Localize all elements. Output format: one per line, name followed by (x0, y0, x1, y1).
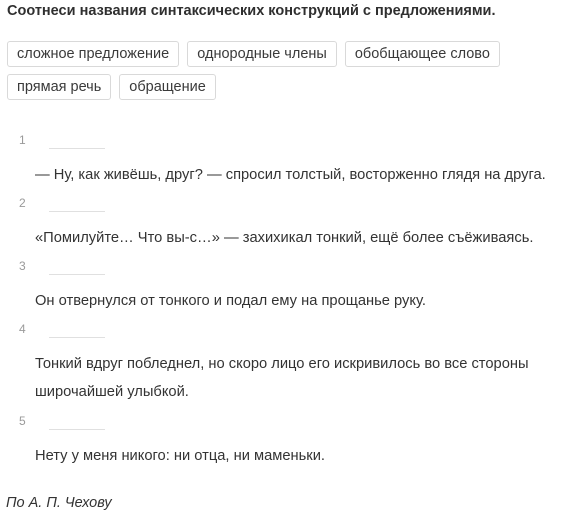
sentence-text: «Помилуйте… Что вы-с…» — захихикал тонкий, ещё более съёживаясь. (35, 230, 534, 246)
sentence-text: Тонкий вдруг побледнел, но скоро лицо его искривилось во все стороны широчайшей улыбкой. (35, 356, 529, 400)
sentence-text: — Ну, как живёшь, друг? — спросил толстый, восторженно глядя на друга. (35, 167, 546, 183)
item-number: 2 (19, 196, 26, 210)
sentence-text: Нету у меня никого: ни отца, ни маменьки. (35, 448, 325, 464)
option-complex-sentence[interactable]: сложное предложение (7, 41, 179, 67)
option-generalizing-word[interactable]: обобщающее слово (345, 41, 500, 67)
answer-slot-3[interactable] (49, 272, 105, 275)
option-direct-speech[interactable]: прямая речь (7, 74, 111, 100)
option-address[interactable]: обращение (119, 74, 216, 100)
answer-slot-4[interactable] (49, 335, 105, 338)
task-title: Соотнеси названия синтаксических конструкций с предложениями. (7, 3, 496, 19)
item-number: 3 (19, 259, 26, 273)
answer-slot-1[interactable] (49, 146, 105, 149)
options-pool (7, 41, 547, 100)
answer-slot-5[interactable] (49, 427, 105, 430)
item-number: 4 (19, 322, 26, 336)
answer-slot-2[interactable] (49, 209, 105, 212)
option-homogeneous-members[interactable]: однородные члены (187, 41, 337, 67)
sentence-text: Он отвернулся от тонкого и подал ему на прощанье руку. (35, 293, 426, 309)
item-number: 1 (19, 133, 26, 147)
item-number: 5 (19, 414, 26, 428)
source-attribution: По А. П. Чехову (6, 495, 112, 511)
